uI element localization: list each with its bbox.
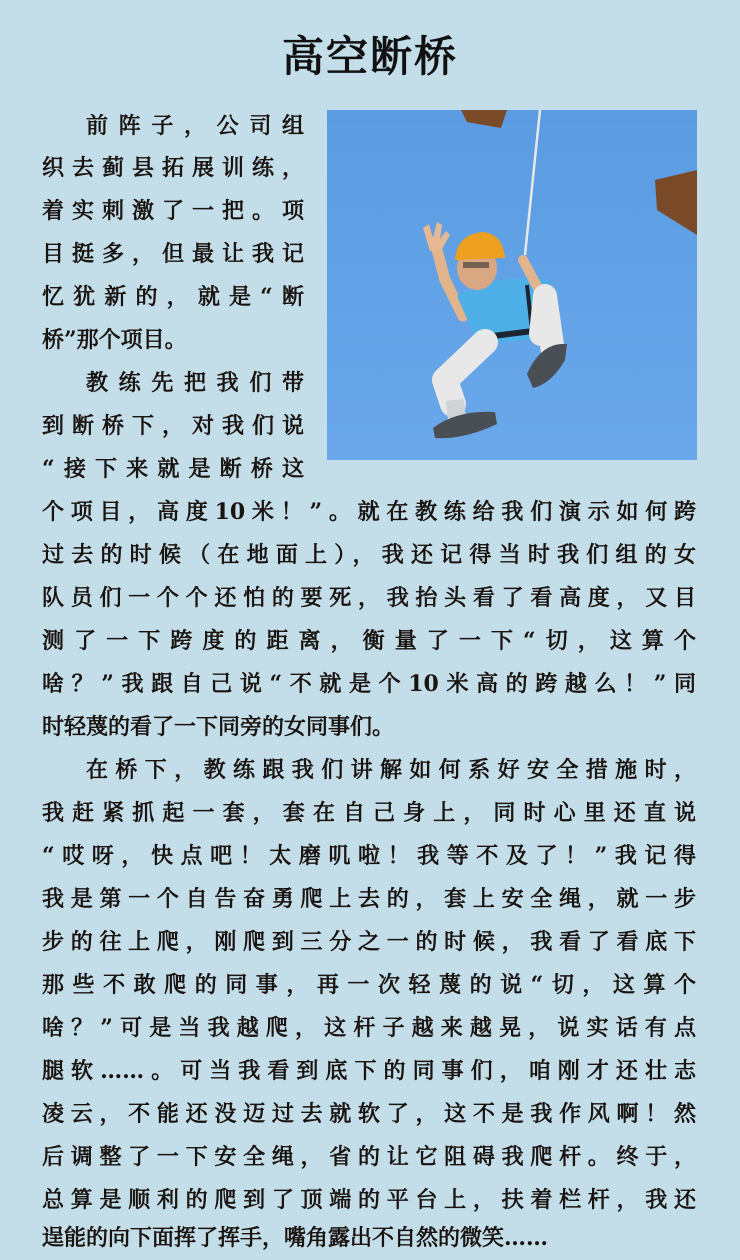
text-line: “哎呀，快点吧！太磨叽啦！我等不及了！”我记得 (42, 843, 696, 869)
text-line: 到断桥下，对我们说 (42, 413, 304, 439)
text-line: 我赶紧抓起一套，套在自己身上，同时心里还直说 (42, 800, 696, 826)
text-line: 那些不敢爬的同事，再一次轻蔑的说“切，这算个 (42, 972, 696, 998)
text-line: “接下来就是断桥这 (42, 456, 304, 482)
text-line: 总算是顺利的爬到了顶端的平台上，扶着栏杆，我还 (42, 1187, 696, 1213)
photo-person-hanging-from-rope (327, 110, 697, 460)
text-line: 腿软……。可当我看到底下的同事们，咱刚才还壮志 (42, 1058, 696, 1084)
text-line: 织去蓟县拓展训练， (42, 155, 304, 181)
text-line: 队员们一个个还怕的要死，我抬头看了看高度，又目 (42, 585, 696, 611)
text-line: 个项目，高度10米！”。就在教练给我们演示如何跨 (42, 499, 696, 525)
text-line: 着实刺激了一把。项 (42, 198, 304, 224)
page-title: 高空断桥 (281, 32, 458, 81)
text-line: 我是第一个自告奋勇爬上去的，套上安全绳，就一步 (42, 886, 696, 912)
text-line: 步的往上爬，刚爬到三分之一的时候，我看了看底下 (42, 929, 696, 955)
text-line: 在桥下，教练跟我们讲解如何系好安全措施时， (86, 757, 696, 783)
text-line: 前阵子，公司组 (86, 113, 304, 139)
text-line: 后调整了一下安全绳，省的让它阻碍我爬杆。终于， (42, 1144, 696, 1170)
text-line: 逞能的向下面挥了挥手，嘴角露出不自然的微笑…… (42, 1225, 549, 1251)
text-line: 目挺多，但最让我记 (42, 241, 304, 267)
text-line: 时轻蔑的看了一下同旁的女同事们。 (42, 714, 395, 740)
text-line: 忆犹新的，就是“断 (42, 284, 304, 310)
text-line: 过去的时候（在地面上），我还记得当时我们组的女 (42, 542, 696, 568)
text-line: 教练先把我们带 (86, 370, 304, 396)
text-line: 桥”那个项目。 (42, 327, 187, 353)
text-line: 啥？”我跟自己说“不就是个10米高的跨越么！”同 (42, 671, 696, 697)
text-line: 凌云，不能还没迈过去就软了，这不是我作风啊！然 (42, 1101, 696, 1127)
text-line: 测了一下跨度的距离，衡量了一下“切，这算个 (42, 628, 696, 654)
text-line: 啥？”可是当我越爬，这杆子越来越晃，说实话有点 (42, 1015, 696, 1041)
